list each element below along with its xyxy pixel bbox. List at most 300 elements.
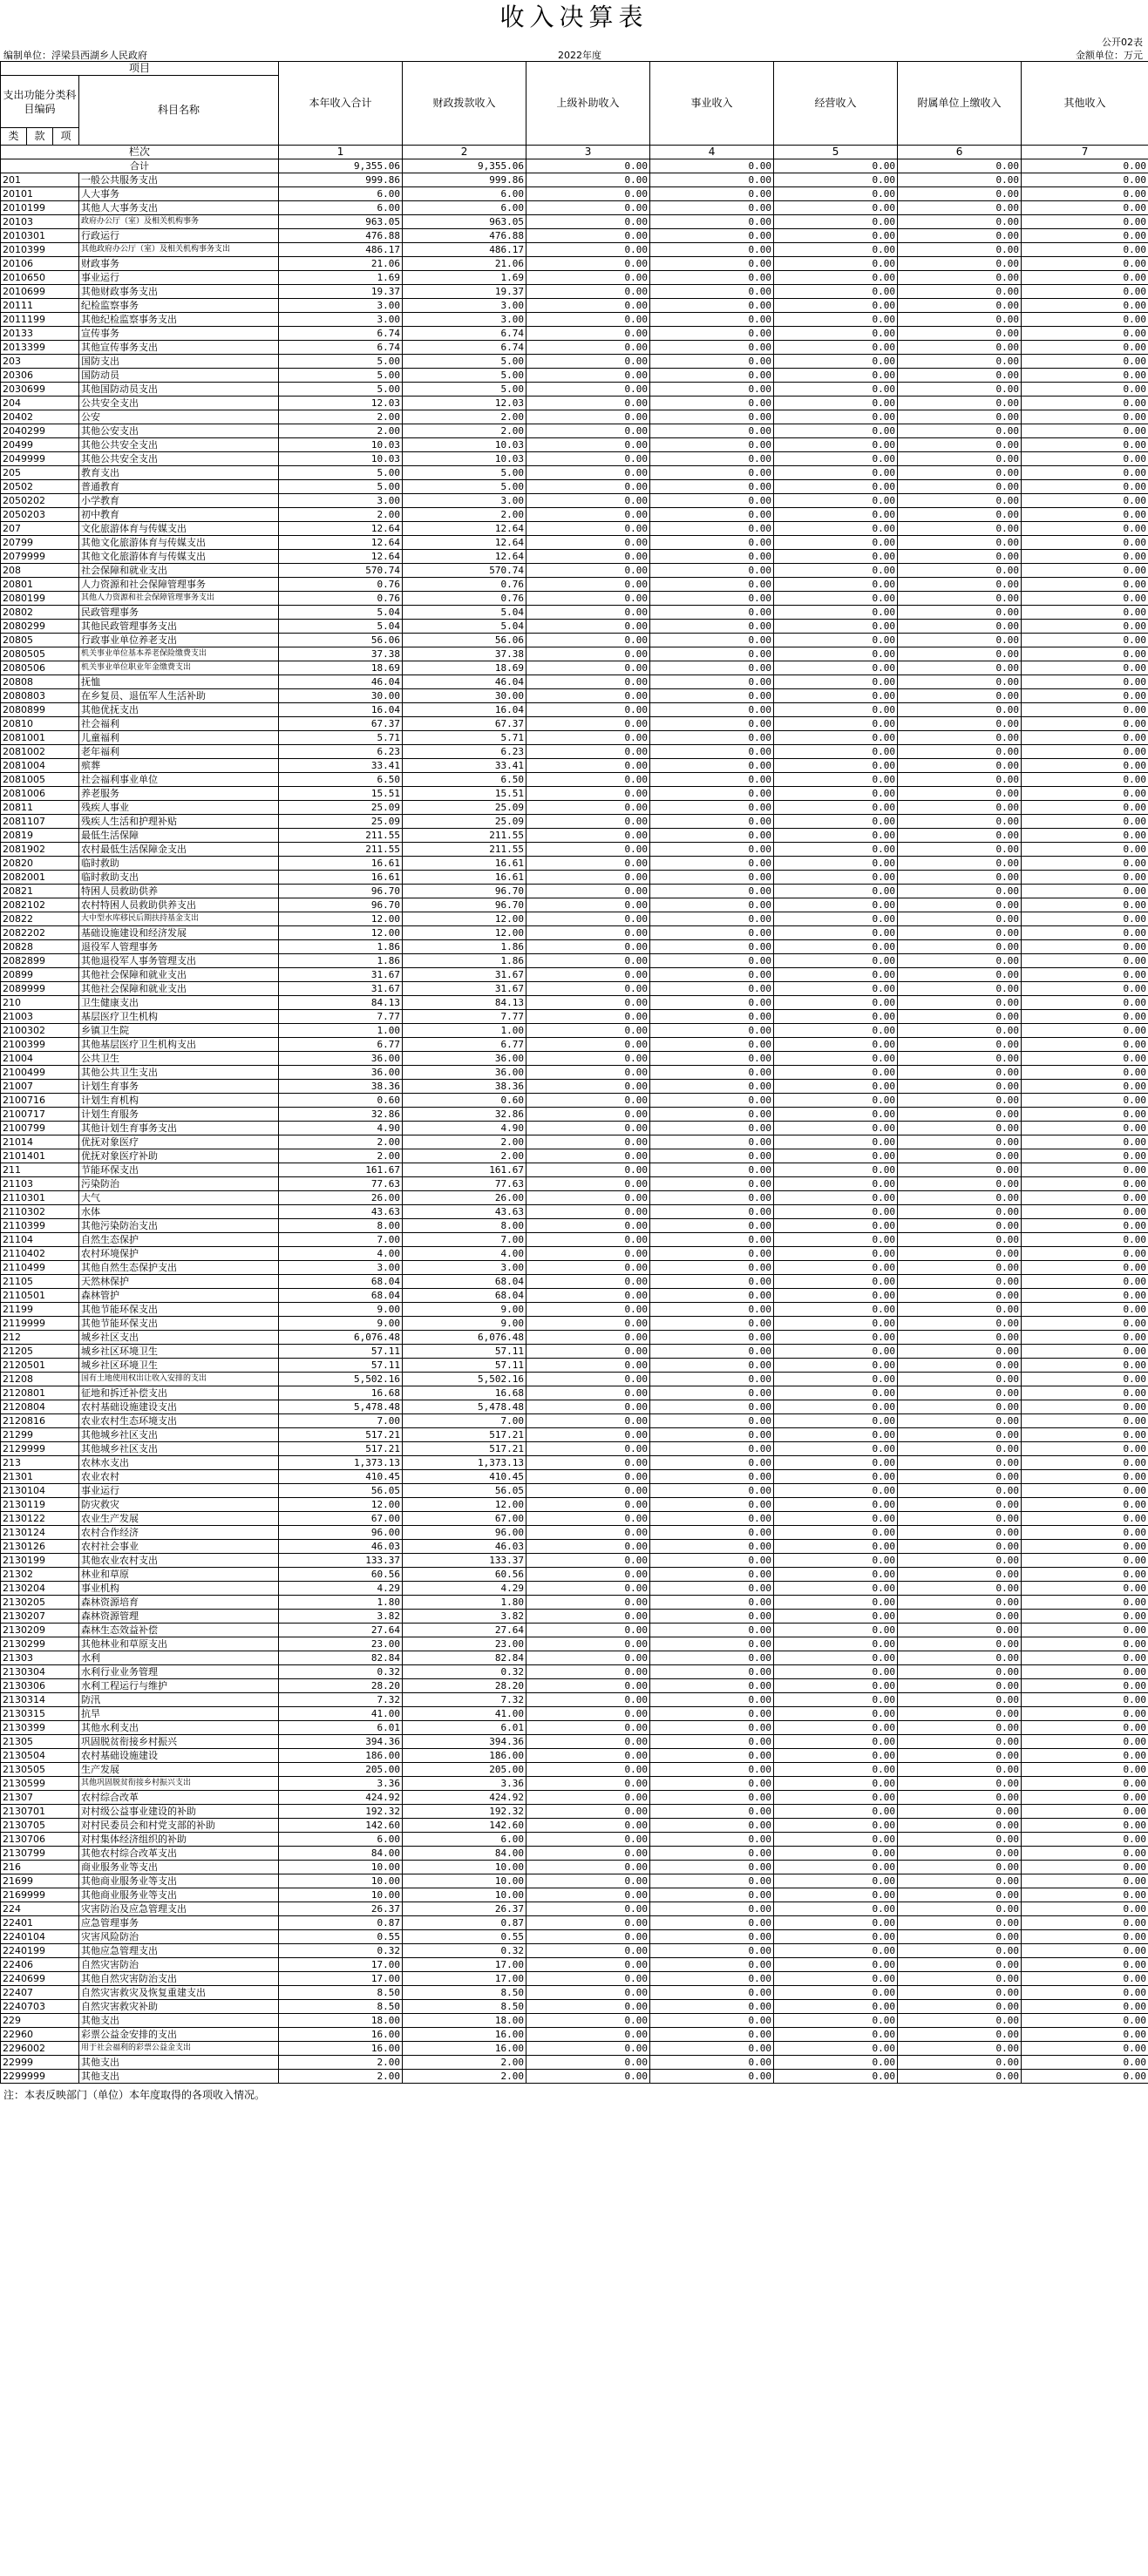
amount-cell: 0.00 (1022, 1916, 1148, 1930)
table-row (1, 313, 1148, 327)
amount-cell: 82.84 (403, 1651, 526, 1665)
amount-cell: 0.00 (1022, 592, 1148, 606)
amount-cell: 0.00 (650, 1526, 774, 1540)
report-year: 2022年度 (558, 50, 601, 61)
amount-cell: 0.00 (1022, 857, 1148, 871)
amount-cell: 0.00 (1022, 1777, 1148, 1791)
amount-cell: 7.32 (279, 1693, 403, 1707)
amount-cell: 0.00 (898, 271, 1022, 285)
subject-code: 2130799 (1, 1847, 79, 1861)
amount-cell: 0.00 (898, 1247, 1022, 1261)
amount-cell: 82.84 (279, 1651, 403, 1665)
subject-name: 其他节能环保支出 (79, 1317, 279, 1331)
amount-cell: 0.00 (774, 1066, 898, 1080)
subject-code: 224 (1, 1902, 79, 1916)
amount-cell: 0.00 (650, 1261, 774, 1275)
amount-cell: 999.86 (279, 173, 403, 187)
amount-cell: 96.70 (403, 885, 526, 898)
amount-cell: 5,502.16 (403, 1373, 526, 1386)
amount-cell: 0.00 (898, 2070, 1022, 2084)
subject-name: 其他农村综合改革支出 (79, 1847, 279, 1861)
subject-code: 2011199 (1, 313, 79, 327)
subject-code: 22960 (1, 2028, 79, 2042)
amount-cell: 10.00 (279, 1861, 403, 1874)
amount-cell: 0.00 (1022, 1122, 1148, 1135)
amount-cell: 0.00 (774, 564, 898, 578)
subject-name: 退役军人管理事务 (79, 940, 279, 954)
amount-cell: 186.00 (403, 1749, 526, 1763)
table-row (1, 1679, 1148, 1693)
amount-cell: 43.63 (403, 1205, 526, 1219)
amount-cell: 0.00 (526, 424, 650, 438)
col-number: 6 (898, 146, 1022, 159)
table-row (1, 996, 1148, 1010)
subject-name: 其他基层医疗卫生机构支出 (79, 1038, 279, 1052)
amount-cell: 0.00 (774, 452, 898, 466)
table-row (1, 1331, 1148, 1345)
subject-name: 机关事业单位职业年金缴费支出 (79, 661, 279, 675)
row-label-header: 栏次 (1, 146, 279, 159)
amount-cell: 37.38 (279, 647, 403, 661)
amount-cell: 0.00 (650, 731, 774, 745)
table-row (1, 1805, 1148, 1819)
subject-name: 小学教育 (79, 494, 279, 508)
subject-code: 20819 (1, 829, 79, 843)
amount-cell: 133.37 (279, 1554, 403, 1568)
amount-cell: 0.00 (898, 1777, 1022, 1791)
subject-name: 对村级公益事业建设的补助 (79, 1805, 279, 1819)
amount-cell: 0.00 (898, 1456, 1022, 1470)
table-row (1, 829, 1148, 843)
total-label: 合计 (1, 159, 279, 173)
amount-cell: 0.00 (774, 1233, 898, 1247)
subject-code: 20805 (1, 634, 79, 647)
table-row (1, 1219, 1148, 1233)
amount-cell: 0.76 (403, 592, 526, 606)
subject-code: 2110301 (1, 1191, 79, 1205)
table-row (1, 1094, 1148, 1108)
amount-cell: 2.00 (279, 2056, 403, 2070)
subject-code: 2120501 (1, 1359, 79, 1373)
subject-code: 20811 (1, 801, 79, 815)
amount-cell: 0.00 (526, 2056, 650, 2070)
amount-cell: 23.00 (403, 1637, 526, 1651)
subject-name: 其他财政事务支出 (79, 285, 279, 299)
subject-code: 207 (1, 522, 79, 536)
amount-cell: 56.06 (403, 634, 526, 647)
amount-cell: 3.82 (279, 1610, 403, 1624)
amount-cell: 36.00 (403, 1066, 526, 1080)
subject-code: 21003 (1, 1010, 79, 1024)
subject-name: 行政运行 (79, 229, 279, 243)
table-row (1, 1400, 1148, 1414)
amount-cell: 0.00 (898, 1149, 1022, 1163)
amount-cell: 5.00 (403, 466, 526, 480)
subject-name: 其他人力资源和社会保障管理事务支出 (79, 592, 279, 606)
amount-cell: 0.00 (774, 1930, 898, 1944)
amount-cell: 0.00 (898, 592, 1022, 606)
amount-cell: 0.00 (898, 1289, 1022, 1303)
amount-cell: 0.00 (1022, 1094, 1148, 1108)
subject-code: 20133 (1, 327, 79, 341)
amount-cell: 486.17 (279, 243, 403, 257)
amount-cell: 0.00 (526, 647, 650, 661)
amount-cell: 0.00 (1022, 1540, 1148, 1554)
amount-cell: 0.00 (526, 1637, 650, 1651)
table-row (1, 215, 1148, 229)
table-row (1, 229, 1148, 243)
amount-cell: 0.00 (898, 466, 1022, 480)
amount-cell: 0.00 (1022, 1582, 1148, 1596)
subject-code: 2169999 (1, 1888, 79, 1902)
amount-cell: 0.00 (898, 1693, 1022, 1707)
subject-name: 其他城乡社区支出 (79, 1428, 279, 1442)
amount-cell: 1.80 (279, 1596, 403, 1610)
amount-cell: 0.00 (526, 1791, 650, 1805)
amount-cell: 10.03 (403, 438, 526, 452)
amount-cell: 0.00 (650, 1651, 774, 1665)
amount-cell: 0.00 (526, 731, 650, 745)
table-row (1, 1972, 1148, 1986)
subject-code: 2130505 (1, 1763, 79, 1777)
subject-code: 2240199 (1, 1944, 79, 1958)
amount-cell: 0.00 (650, 898, 774, 912)
page-title: 收入决算表 (499, 3, 649, 31)
subject-code: 2130126 (1, 1540, 79, 1554)
amount-cell: 0.00 (774, 717, 898, 731)
table-row (1, 745, 1148, 759)
amount-cell: 0.00 (526, 1456, 650, 1470)
amount-cell: 5.00 (403, 355, 526, 369)
amount-cell: 0.00 (774, 1610, 898, 1624)
amount-cell: 0.00 (650, 1094, 774, 1108)
amount-cell: 0.00 (650, 536, 774, 550)
amount-cell: 0.00 (650, 1498, 774, 1512)
subject-code: 2130299 (1, 1637, 79, 1651)
amount-cell: 6.01 (403, 1721, 526, 1735)
amount-cell: 0.00 (526, 871, 650, 885)
subject-code: 2240104 (1, 1930, 79, 1944)
amount-cell: 0.00 (898, 452, 1022, 466)
amount-cell: 0.00 (898, 1331, 1022, 1345)
amount-cell: 0.00 (1022, 355, 1148, 369)
amount-cell: 0.00 (898, 954, 1022, 968)
amount-cell: 12.64 (403, 536, 526, 550)
amount-cell: 18.00 (403, 2014, 526, 2028)
table-row (1, 1442, 1148, 1456)
amount-cell: 0.00 (1022, 1874, 1148, 1888)
amount-cell: 0.00 (526, 912, 650, 926)
amount-cell: 0.00 (898, 1345, 1022, 1359)
table-row (1, 982, 1148, 996)
amount-cell: 0.00 (1022, 1651, 1148, 1665)
amount-cell: 0.00 (898, 898, 1022, 912)
amount-cell: 0.00 (1022, 173, 1148, 187)
amount-cell: 0.00 (526, 1707, 650, 1721)
amount-cell: 0.00 (898, 1359, 1022, 1373)
table-row (1, 355, 1148, 369)
amount-cell: 3.36 (403, 1777, 526, 1791)
amount-cell: 0.00 (1022, 1888, 1148, 1902)
amount-cell: 0.00 (526, 1972, 650, 1986)
amount-cell: 0.00 (898, 1512, 1022, 1526)
amount-cell: 0.00 (774, 1191, 898, 1205)
amount-cell: 0.00 (650, 1163, 774, 1177)
amount-cell: 0.00 (650, 2070, 774, 2084)
amount-cell: 0.00 (774, 1847, 898, 1861)
subject-name: 抗旱 (79, 1707, 279, 1721)
amount-cell: 0.00 (526, 397, 650, 410)
amount-cell: 0.00 (650, 620, 774, 634)
table-row (1, 815, 1148, 829)
subject-name: 国防动员 (79, 369, 279, 383)
amount-cell: 0.00 (774, 1163, 898, 1177)
subject-code: 22407 (1, 1986, 79, 2000)
amount-cell: 0.00 (526, 578, 650, 592)
amount-cell: 3.00 (279, 494, 403, 508)
table-row (1, 787, 1148, 801)
amount-cell: 570.74 (403, 564, 526, 578)
subject-code: 20306 (1, 369, 79, 383)
amount-cell: 68.04 (279, 1275, 403, 1289)
subject-name: 教育支出 (79, 466, 279, 480)
amount-cell: 0.00 (774, 215, 898, 229)
subject-name: 其他公共安全支出 (79, 452, 279, 466)
amount-cell: 0.00 (898, 1791, 1022, 1805)
table-row (1, 1916, 1148, 1930)
table-row (1, 383, 1148, 397)
amount-cell: 0.00 (1022, 1735, 1148, 1749)
table-row (1, 1693, 1148, 1707)
amount-cell: 0.00 (526, 327, 650, 341)
table-row (1, 341, 1148, 355)
subject-name: 自然灾害救灾补助 (79, 2000, 279, 2014)
amount-cell: 96.70 (403, 898, 526, 912)
subject-name: 征地和拆迁补偿支出 (79, 1386, 279, 1400)
amount-cell: 0.00 (1022, 1610, 1148, 1624)
amount-cell: 0.32 (279, 1665, 403, 1679)
amount-cell: 0.00 (774, 229, 898, 243)
amount-cell: 0.00 (898, 1651, 1022, 1665)
col-number: 1 (279, 146, 403, 159)
amount-cell: 0.00 (526, 996, 650, 1010)
amount-cell: 0.00 (898, 1428, 1022, 1442)
amount-cell: 0.00 (898, 982, 1022, 996)
amount-cell: 0.00 (526, 745, 650, 759)
amount-cell: 0.00 (526, 898, 650, 912)
subject-code: 21014 (1, 1135, 79, 1149)
amount-cell: 0.00 (774, 1596, 898, 1610)
amount-cell: 0.76 (279, 578, 403, 592)
amount-cell: 0.00 (650, 940, 774, 954)
amount-cell: 0.00 (774, 912, 898, 926)
amount-cell: 0.00 (774, 271, 898, 285)
amount-cell: 12.00 (403, 926, 526, 940)
subject-code: 2130705 (1, 1819, 79, 1833)
col-header: 其他收入 (1022, 62, 1148, 146)
amount-cell: 5.00 (403, 369, 526, 383)
amount-cell: 0.00 (1022, 1331, 1148, 1345)
table-row (1, 578, 1148, 592)
subject-code: 20810 (1, 717, 79, 731)
amount-cell: 0.00 (650, 2000, 774, 2014)
amount-cell: 31.67 (279, 968, 403, 982)
table-row (1, 1554, 1148, 1568)
table-row (1, 1791, 1148, 1805)
subject-name: 其他自然生态保护支出 (79, 1261, 279, 1275)
amount-cell: 6.74 (279, 327, 403, 341)
amount-cell: 192.32 (403, 1805, 526, 1819)
amount-cell: 0.00 (650, 1833, 774, 1847)
subject-code: 2296002 (1, 2042, 79, 2056)
subject-name: 自然灾害救灾及恢复重建支出 (79, 1986, 279, 2000)
amount-cell: 0.00 (526, 1135, 650, 1149)
amount-cell: 0.00 (1022, 787, 1148, 801)
table-row (1, 1122, 1148, 1135)
amount-cell: 0.00 (650, 1805, 774, 1819)
amount-cell: 0.00 (526, 410, 650, 424)
amount-cell: 84.00 (279, 1847, 403, 1861)
amount-cell: 0.00 (898, 1861, 1022, 1874)
amount-cell: 0.00 (650, 1944, 774, 1958)
amount-cell: 0.00 (650, 1665, 774, 1679)
amount-cell: 0.00 (774, 787, 898, 801)
subject-code: 20106 (1, 257, 79, 271)
amount-cell: 0.00 (1022, 369, 1148, 383)
subject-name: 农村基础设施建设支出 (79, 1400, 279, 1414)
subject-name: 其他支出 (79, 2014, 279, 2028)
subject-code: 2130209 (1, 1624, 79, 1637)
lei-header: 类 (1, 128, 27, 146)
amount-cell: 0.76 (403, 578, 526, 592)
amount-cell: 16.61 (279, 871, 403, 885)
amount-cell: 0.00 (774, 410, 898, 424)
subject-code: 20828 (1, 940, 79, 954)
subject-code: 21303 (1, 1651, 79, 1665)
table-row (1, 1289, 1148, 1303)
amount-cell: 25.09 (403, 815, 526, 829)
table-row (1, 410, 1148, 424)
table-row (1, 1414, 1148, 1428)
amount-cell: 31.67 (403, 968, 526, 982)
table-row (1, 759, 1148, 773)
amount-cell: 0.00 (898, 1596, 1022, 1610)
amount-cell: 0.00 (898, 912, 1022, 926)
subject-name: 水体 (79, 1205, 279, 1219)
amount-cell: 12.64 (279, 522, 403, 536)
amount-cell: 0.00 (898, 1052, 1022, 1066)
amount-cell: 0.00 (650, 829, 774, 843)
amount-cell: 0.00 (650, 173, 774, 187)
amount-cell: 0.00 (1022, 689, 1148, 703)
amount-cell: 0.00 (526, 1888, 650, 1902)
table-row (1, 1484, 1148, 1498)
table-row (1, 1345, 1148, 1359)
amount-cell: 38.36 (279, 1080, 403, 1094)
amount-cell: 0.00 (774, 620, 898, 634)
subject-code: 20899 (1, 968, 79, 982)
table-row (1, 1819, 1148, 1833)
subject-name: 城乡社区环境卫生 (79, 1359, 279, 1373)
subject-name: 其他公共卫生支出 (79, 1066, 279, 1080)
amount-cell: 6.74 (403, 341, 526, 355)
subject-code: 22406 (1, 1958, 79, 1972)
amount-cell: 0.00 (1022, 1247, 1148, 1261)
amount-cell: 0.00 (650, 815, 774, 829)
amount-cell: 0.00 (774, 243, 898, 257)
amount-cell: 0.00 (898, 1902, 1022, 1916)
amount-cell: 0.00 (650, 1080, 774, 1094)
amount-cell: 3.00 (279, 1261, 403, 1275)
amount-cell: 0.00 (1022, 1177, 1148, 1191)
amount-cell: 0.00 (526, 982, 650, 996)
amount-cell: 0.00 (526, 369, 650, 383)
amount-cell: 142.60 (403, 1819, 526, 1833)
amount-cell: 0.00 (526, 1498, 650, 1512)
subject-code: 210 (1, 996, 79, 1010)
total-cell: 0.00 (898, 159, 1022, 173)
subject-code: 2080899 (1, 703, 79, 717)
amount-cell: 5.00 (279, 369, 403, 383)
amount-cell: 0.00 (1022, 815, 1148, 829)
subject-code: 2130314 (1, 1693, 79, 1707)
amount-cell: 2.00 (279, 410, 403, 424)
amount-cell: 16.04 (403, 703, 526, 717)
amount-cell: 0.00 (650, 675, 774, 689)
amount-cell: 17.00 (279, 1972, 403, 1986)
subject-name: 其他国防动员支出 (79, 383, 279, 397)
subject-name: 节能环保支出 (79, 1163, 279, 1177)
amount-cell: 0.00 (526, 843, 650, 857)
amount-cell: 0.00 (898, 1484, 1022, 1498)
amount-cell: 0.00 (650, 1568, 774, 1582)
amount-cell: 570.74 (279, 564, 403, 578)
amount-cell: 0.00 (774, 898, 898, 912)
amount-cell: 1.86 (403, 940, 526, 954)
amount-cell: 0.00 (898, 801, 1022, 815)
amount-cell: 43.63 (279, 1205, 403, 1219)
kuan-header: 款 (27, 128, 53, 146)
amount-cell: 0.00 (650, 703, 774, 717)
amount-cell: 0.00 (774, 1261, 898, 1275)
amount-cell: 1.86 (279, 954, 403, 968)
amount-cell: 6.00 (403, 187, 526, 201)
amount-cell: 0.00 (526, 1554, 650, 1568)
amount-cell: 0.00 (650, 1428, 774, 1442)
amount-cell: 0.00 (898, 2028, 1022, 2042)
table-row (1, 536, 1148, 550)
amount-cell: 0.00 (774, 843, 898, 857)
amount-cell: 0.00 (650, 1400, 774, 1414)
amount-cell: 3.00 (279, 313, 403, 327)
amount-cell: 0.00 (526, 1317, 650, 1331)
table-row (1, 1261, 1148, 1275)
amount-cell: 0.00 (1022, 1470, 1148, 1484)
amount-cell: 9.00 (403, 1303, 526, 1317)
table-row (1, 1066, 1148, 1080)
subject-name: 其他商业服务业等支出 (79, 1888, 279, 1902)
amount-cell: 0.00 (898, 731, 1022, 745)
subject-code: 201 (1, 173, 79, 187)
amount-cell: 0.00 (526, 550, 650, 564)
amount-cell: 0.00 (1022, 745, 1148, 759)
amount-cell: 0.00 (650, 1108, 774, 1122)
subject-code: 21699 (1, 1874, 79, 1888)
subject-name: 天然林保护 (79, 1275, 279, 1289)
subject-code: 2110302 (1, 1205, 79, 1219)
amount-cell: 0.00 (650, 1707, 774, 1721)
amount-cell: 0.00 (526, 229, 650, 243)
